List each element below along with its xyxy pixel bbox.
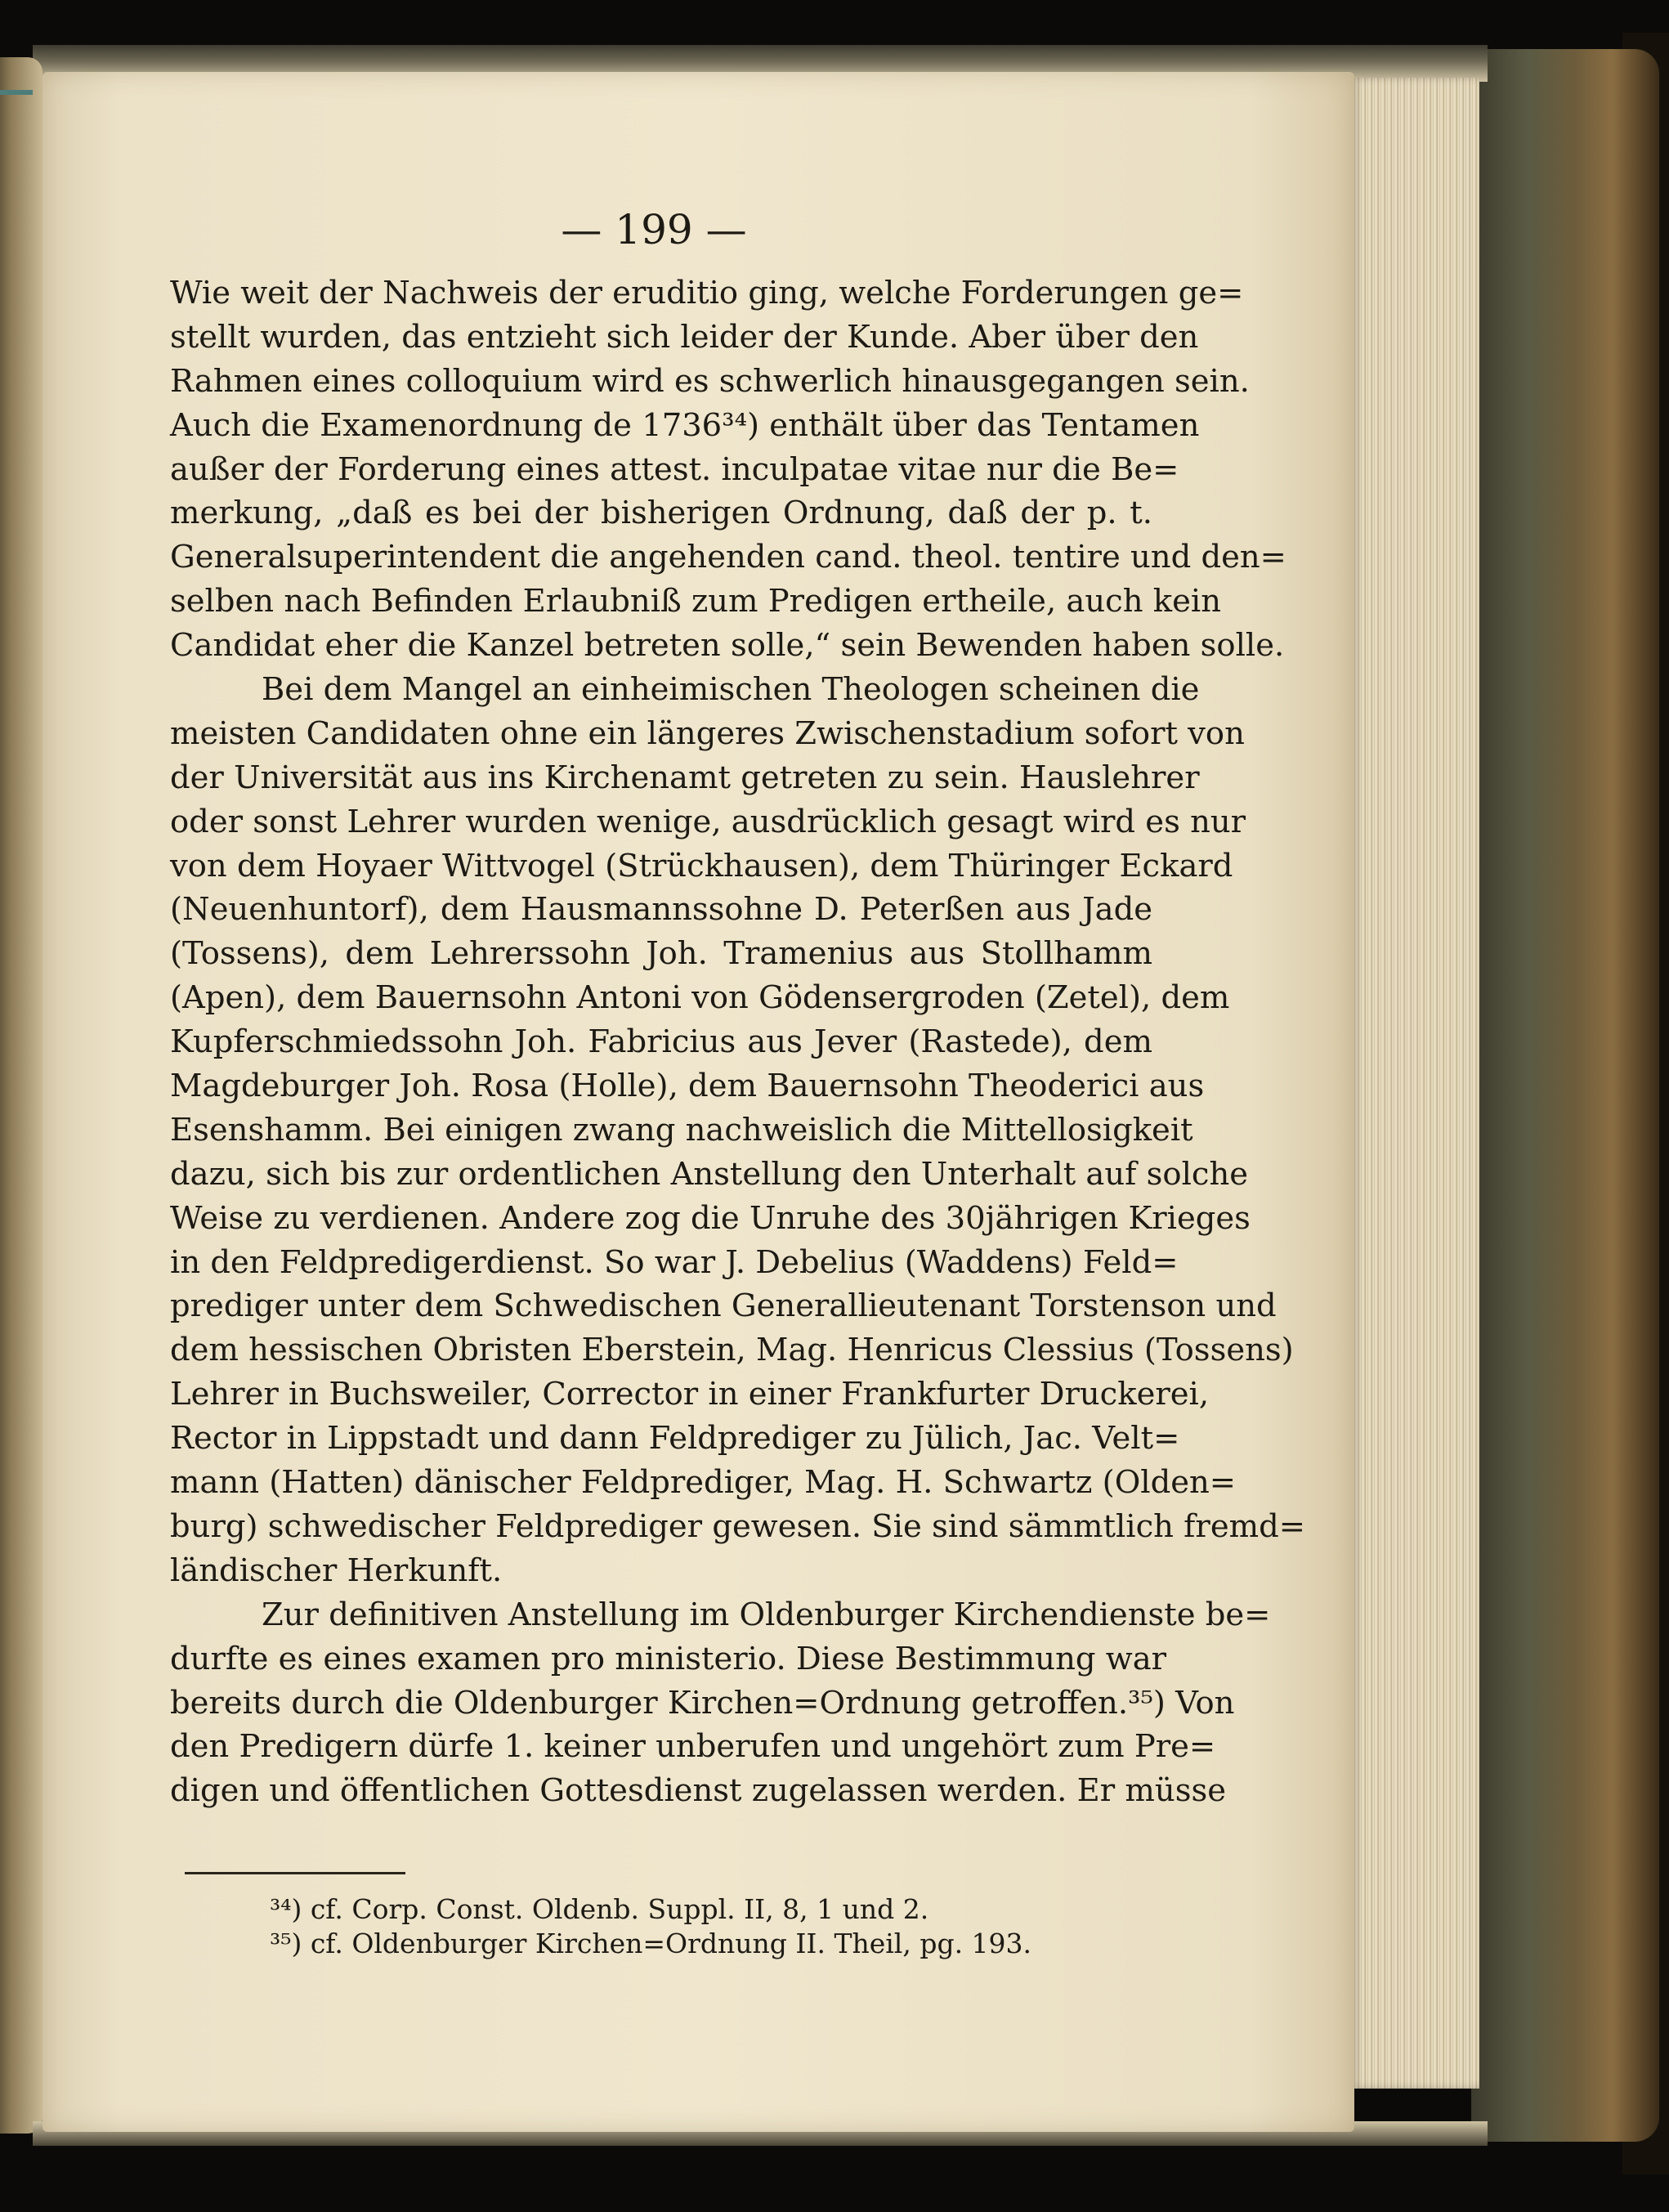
footnote: ³⁴) cf. Corp. Const. Oldenb. Suppl. II, 8, 1 und 2. [270,1893,929,1925]
text-line: in den Feldpredigerdienst. So war J. Debelius (Waddens) Feld= [170,1243,1179,1281]
text-line: digen und öffentlichen Gottesdienst zugelassen werden. Er müsse [170,1772,1227,1810]
text-line: Auch die Examenordnung de 1736³⁴) enthält über das Tentamen [170,406,1200,444]
footnote-rule [185,1872,405,1874]
book-cover [1471,49,1659,2142]
text-line: stellt wurden, das entzieht sich leider der Kunde. Aber über den [170,318,1199,356]
text-line: dazu, sich bis zur ordentlichen Anstellung den Unterhalt auf solche [170,1155,1249,1193]
text-line: den Predigern dürfe 1. keiner unberufen und ungehört zum Pre= [170,1728,1216,1766]
text-line: Rahmen eines colloquium wird es schwerlich hinausgegangen sein. [170,362,1250,400]
facing-page-edge [0,57,43,2134]
text-line: oder sonst Lehrer wurden wenige, ausdrücklich gesagt wird es nur [170,803,1246,840]
text-line: meisten Candidaten ohne ein längeres Zwischenstadium sofort von [170,714,1245,752]
page-stack-edges [1349,78,1479,2089]
text-line: Weise zu verdienen. Andere zog die Unruhe des 30jährigen Krieges [170,1199,1251,1237]
text-line: mann (Hatten) dänischer Feldprediger, Mag. H. Schwartz (Olden= [170,1464,1237,1502]
main-text [170,271,1306,1813]
binding-thread [0,90,33,95]
text-line: Esenshamm. Bei einigen zwang nachweislich die Mittellosigkeit [170,1111,1193,1149]
text-line: bereits durch die Oldenburger Kirchen=Ordnung getroffen.³⁵) Von [170,1684,1235,1722]
text-line: ländischer Herkunft. [170,1552,503,1589]
text-line: durfte es eines examen pro ministerio. Diese Bestimmung war [170,1640,1167,1677]
text-line: prediger unter dem Schwedischen Generallieutenant Torstenson und [170,1287,1277,1325]
text-line: Generalsuperintendent die angehenden cand. theol. tentire und den= [170,539,1286,576]
page-number: — 199 — [561,206,747,253]
footnote: ³⁵) cf. Oldenburger Kirchen=Ordnung II. Theil, pg. 193. [270,1928,1032,1959]
text-line: (Apen), dem Bauernsohn Antoni von Gödensergroden (Zetel), dem [170,979,1230,1017]
text-line: merkung, „daß es bei der bisherigen Ordnung, daß der p. t. [170,495,1152,532]
text-line: Zur definitiven Anstellung im Oldenburger Kirchendienste be= [262,1596,1271,1633]
text-line: (Neuenhuntorf), dem Hausmannssohne D. Peterßen aus Jade [170,891,1152,929]
text-line: (Tossens), dem Lehrerssohn Joh. Tramenius aus Stollhamm [170,935,1152,973]
text-line: Magdeburger Joh. Rosa (Holle), dem Bauernsohn Theoderici aus [170,1068,1205,1105]
text-line: burg) schwedischer Feldprediger gewesen. Sie sind sämmtlich fremd= [170,1507,1306,1545]
text-line: der Universität aus ins Kirchenamt getreten zu sein. Hauslehrer [170,759,1200,796]
text-line: Kupferschmiedssohn Joh. Fabricius aus Jever (Rastede), dem [170,1023,1152,1061]
text-line: Bei dem Mangel an einheimischen Theologen scheinen die [262,671,1200,709]
text-line: Lehrer in Buchsweiler, Corrector in einer Frankfurter Druckerei, [170,1376,1210,1413]
text-line: selben nach Befinden Erlaubniß zum Predigen ertheile, auch kein [170,583,1221,620]
footnotes [270,1892,1087,1961]
text-line: Wie weit der Nachweis der eruditio ging, welche Forderungen ge= [170,275,1244,311]
text-line: Rector in Lippstadt und dann Feldprediger zu Jülich, Jac. Velt= [170,1420,1180,1458]
text-line: von dem Hoyaer Wittvogel (Strückhausen), dem Thüringer Eckard [170,847,1233,884]
text-line: dem hessischen Obristen Eberstein, Mag. Henricus Clessius (Tossens) [170,1332,1294,1369]
text-line: Candidat eher die Kanzel betreten solle,“ sein Bewenden haben solle. [170,627,1285,665]
text-line: außer der Forderung eines attest. inculpatae vitae nur die Be= [170,450,1179,488]
